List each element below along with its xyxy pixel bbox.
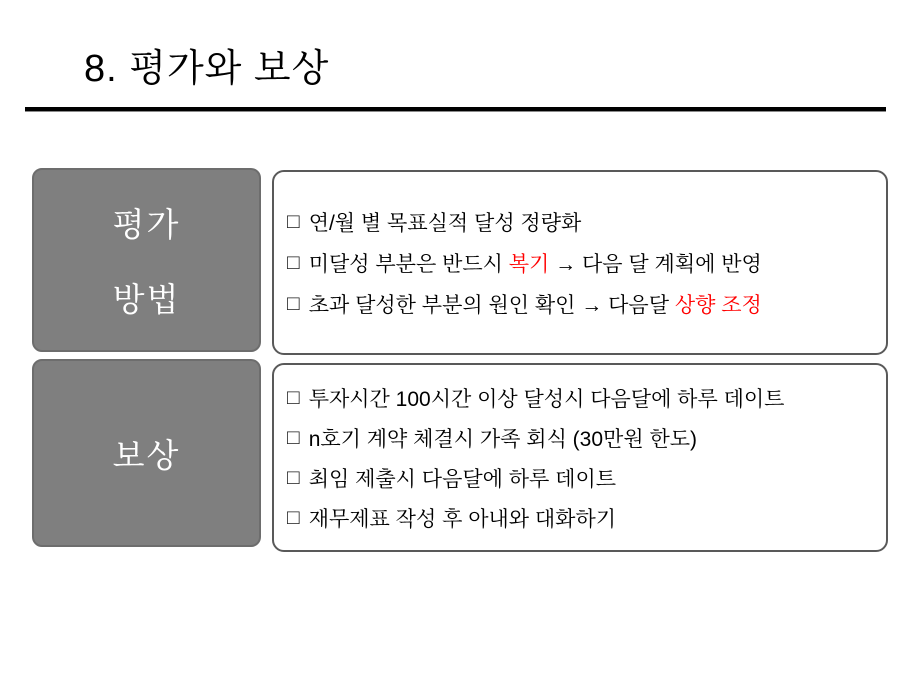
checklist-item-text: 초과 달성한 부분의 원인 확인 → 다음달 상향 조정 xyxy=(308,293,762,317)
row-label-line: 보상 xyxy=(112,436,181,474)
content-box-reward xyxy=(272,363,888,552)
checklist-item-text: n호기 계약 체결시 가족 회식 (30만원 한도) xyxy=(308,427,698,451)
row-label-line: 평가 xyxy=(112,206,181,243)
checklist-item xyxy=(287,242,880,283)
checkbox-icon: □ xyxy=(287,292,300,315)
page-title: 8. 평가와 보상 xyxy=(84,48,330,90)
checkbox-icon: □ xyxy=(287,466,300,489)
checklist-item xyxy=(287,458,880,498)
checklist-item xyxy=(287,283,880,324)
title-underline-rule xyxy=(25,107,886,112)
checkbox-icon: □ xyxy=(287,210,300,233)
checklist-item xyxy=(287,378,880,418)
checklist-item xyxy=(287,498,880,538)
label-box-evaluation-method xyxy=(32,168,261,352)
checklist-item xyxy=(287,201,880,242)
checklist-item xyxy=(287,418,880,458)
label-box-reward xyxy=(32,359,261,547)
row-label-line: 방법 xyxy=(112,281,181,318)
content-box-evaluation-method xyxy=(272,170,888,355)
checklist-item-text: 재무제표 작성 후 아내와 대화하기 xyxy=(308,507,617,531)
checklist-item-text: 미달성 부분은 반드시 복기 → 다음 달 계획에 반영 xyxy=(308,252,762,276)
checklist-item-text: 연/월 별 목표실적 달성 정량화 xyxy=(308,211,582,235)
checkbox-icon: □ xyxy=(287,506,300,529)
checkbox-icon: □ xyxy=(287,426,300,449)
checkbox-icon: □ xyxy=(287,251,300,274)
checklist-item-text: 투자시간 100시간 이상 달성시 다음달에 하루 데이트 xyxy=(308,387,785,411)
checkbox-icon: □ xyxy=(287,386,300,409)
checklist-item-text: 최임 제출시 다음달에 하루 데이트 xyxy=(308,467,617,491)
